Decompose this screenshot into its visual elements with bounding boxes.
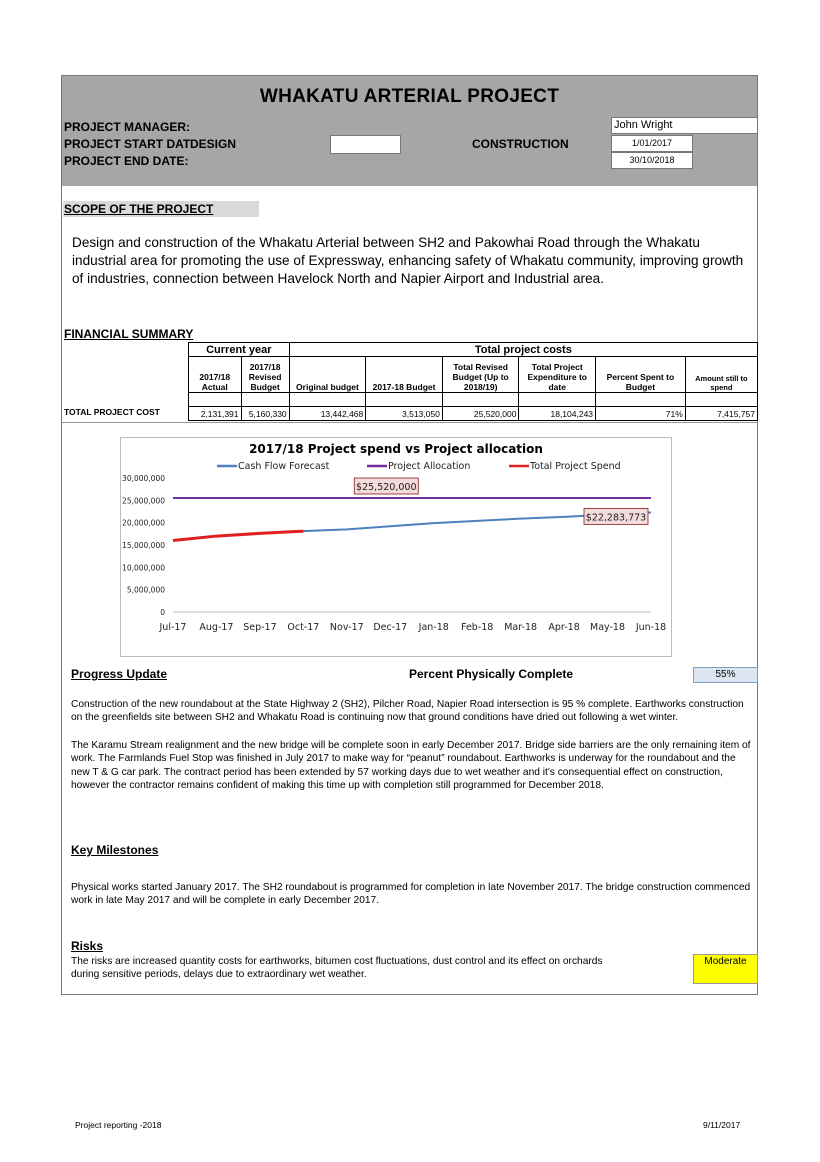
end-date-label: PROJECT END DATE: — [64, 154, 189, 168]
x-tick-label: Jul-17 — [159, 622, 187, 633]
y-tick-label: 10,000,000 — [122, 563, 165, 573]
y-tick-label: 30,000,000 — [122, 474, 165, 483]
risk-level-badge: Moderate — [693, 954, 758, 984]
col-header: Amount still to spend — [685, 357, 757, 393]
progress-para-1: Construction of the new roundabout at the State Highway 2 (SH2), Pilcher Road, Napier Road intersection is 95 % complete. Earthworks construction on the greenfields site between SH2 and Whakatu Road is continuing now that ground conditions have dried out following a wet winter. — [71, 699, 744, 724]
x-tick-label: Nov-17 — [329, 622, 364, 633]
legend-label: Cash Flow Forecast — [238, 461, 330, 472]
milestones-heading: Key Milestones — [71, 843, 159, 857]
x-tick-label: Feb-18 — [461, 622, 494, 633]
x-tick-label: Aug-17 — [199, 622, 234, 633]
progress-heading: Progress Update — [71, 667, 168, 681]
footer-left: Project reporting -2018 — [75, 1120, 162, 1130]
start-date-label: PROJECT START DAT — [64, 137, 191, 151]
risks-text: The risks are increased quantity costs for earthworks, bitumen cost fluctuations, dust control and its effect on orchards during sensitive periods, delays due to extraordinary wet weather. — [71, 956, 603, 981]
percent-complete-value: 55% — [693, 667, 758, 683]
col-header: Total Revised Budget (Up to 2018/19) — [442, 357, 519, 393]
col-header: Original budget — [289, 357, 366, 393]
report-title: WHAKATU ARTERIAL PROJECT — [259, 86, 560, 107]
chart-title: 2017/18 Project spend vs Project allocation — [249, 442, 543, 456]
milestones-text: Physical works started January 2017. The SH2 roundabout is programmed for completion in late November 2017. The bridge construction commenced work in late May 2017 and will be complete in early December 2017. — [71, 882, 751, 907]
y-tick-label: 0 — [160, 608, 165, 617]
legend-label: Total Project Spend — [530, 461, 621, 472]
financial-table — [188, 342, 758, 421]
design-date-box — [330, 135, 401, 154]
project-manager-label: PROJECT MANAGER: — [64, 120, 191, 134]
col-header: 2017-18 Budget — [366, 357, 443, 393]
x-tick-label: Mar-18 — [504, 622, 538, 633]
footer-date: 9/11/2017 — [703, 1120, 741, 1130]
series-line — [173, 512, 651, 540]
x-tick-label: May-18 — [590, 622, 626, 633]
report-header — [62, 76, 757, 186]
total-costs-group: Total project costs — [289, 343, 757, 357]
spend-chart — [120, 437, 672, 657]
current-year-group: Current year — [189, 343, 290, 357]
total-cost-label: TOTAL PROJECT COST — [64, 407, 160, 417]
y-tick-label: 20,000,000 — [122, 518, 165, 528]
x-tick-label: Jan-18 — [418, 622, 449, 633]
x-tick-label: Apr-18 — [548, 622, 580, 633]
spend-chart-svg — [121, 438, 671, 656]
y-tick-label: 15,000,000 — [122, 541, 165, 550]
progress-para-2: The Karamu Stream realignment and the new bridge will be complete soon in early December 2017. Bridge side barriers are the only remaining item of work. The Farmlands Fuel Stop was finished in July 2017 to make way for “peanut” roundabout. Earthworks is underway for the roundabout and the new T & G car park. The contract period has been extended by 57 working days due to wet weather and it's consequential effect on construction, however the contractor remains confident of making this time up with completion still programmed for December 2018. — [71, 740, 751, 792]
cell-revised: 5,160,330 — [241, 407, 289, 421]
x-tick-label: Jun-18 — [635, 622, 667, 633]
project-manager-value: John Wright — [611, 117, 758, 134]
x-tick-label: Oct-17 — [287, 622, 320, 633]
financial-heading: FINANCIAL SUMMARY — [64, 327, 194, 341]
col-header: 2017/18 Revised Budget — [241, 357, 289, 393]
x-tick-label: Sep-17 — [243, 622, 277, 633]
col-header: Total Project Expenditure to date — [519, 357, 596, 393]
cell-remaining: 7,415,757 — [685, 407, 757, 421]
x-tick-label: Dec-17 — [373, 622, 408, 633]
table-bottom-rule — [62, 422, 757, 423]
design-label: DESIGN — [190, 137, 237, 151]
col-header: Percent Spent to Budget — [596, 357, 686, 393]
col-header: 2017/18 Actual — [189, 357, 242, 393]
cell-expenditure: 18,104,243 — [519, 407, 596, 421]
legend-label: Project Allocation — [388, 461, 471, 472]
start-date-value: 1/01/2017 — [611, 135, 693, 152]
y-tick-label: 5,000,000 — [126, 585, 165, 595]
cell-budget: 3,513,050 — [366, 407, 443, 421]
cell-actual: 2,131,391 — [189, 407, 242, 421]
series-line — [173, 531, 303, 540]
chart-annotation-label: $25,520,000 — [356, 482, 417, 494]
percent-complete-label: Percent Physically Complete — [409, 667, 574, 681]
risks-heading: Risks — [71, 939, 104, 953]
cell-percent: 71% — [596, 407, 686, 421]
cell-original: 13,442,468 — [289, 407, 366, 421]
chart-annotation-label: $22,283,773 — [585, 512, 647, 524]
cell-total-revised: 25,520,000 — [442, 407, 519, 421]
scope-heading: SCOPE OF THE PROJECT — [64, 202, 214, 216]
y-tick-label: 25,000,000 — [122, 496, 165, 506]
report-sheet — [61, 75, 758, 995]
construction-label: CONSTRUCTION — [472, 137, 569, 151]
end-date-value: 30/10/2018 — [611, 152, 693, 169]
total-cost-row — [189, 407, 758, 421]
scope-text: Design and construction of the Whakatu Arterial between SH2 and Pakowhai Road through the Whakatu industrial area for promoting the use of Expressway, enhancing safety of Whakatu community, improving growth of industries, connection between Havelock North and Napier Airport and Industrial area. — [72, 235, 744, 286]
